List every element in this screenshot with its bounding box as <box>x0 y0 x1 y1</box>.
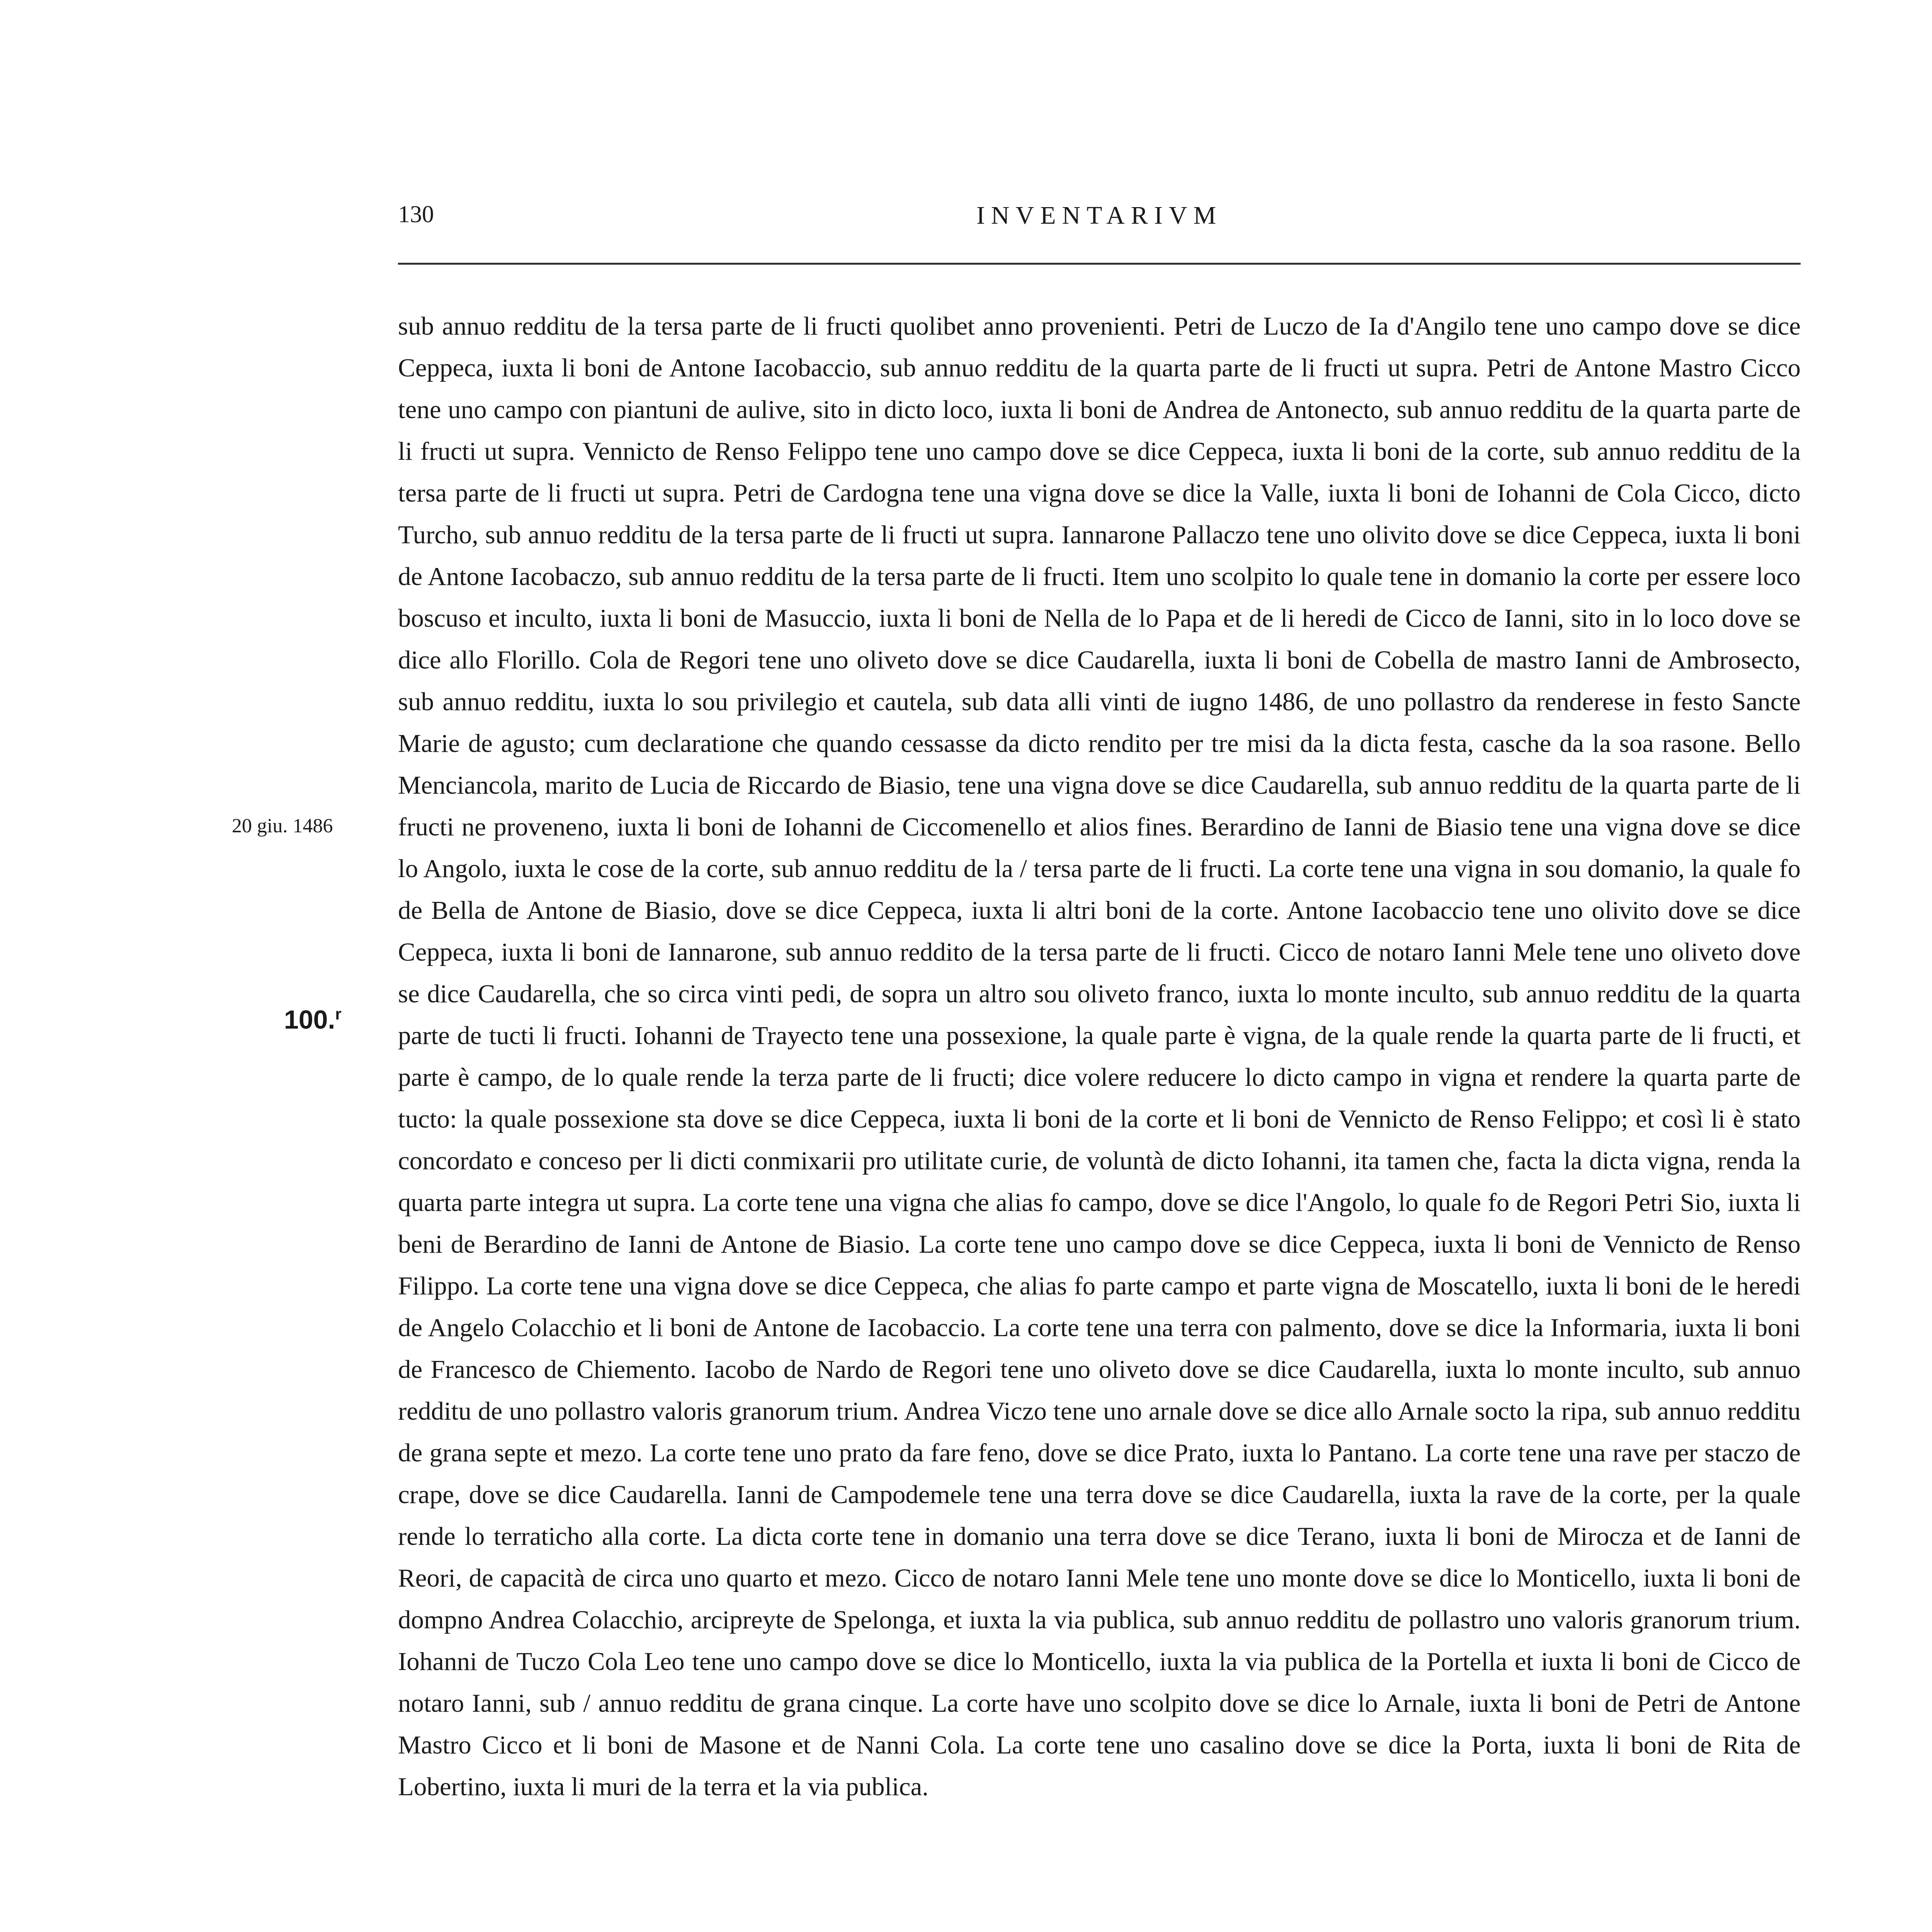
main-text-block <box>398 305 1801 1808</box>
header-divider <box>398 263 1801 265</box>
margin-date-note: 20 giu. 1486 <box>232 815 333 837</box>
margin-folio-recto <box>284 1005 342 1035</box>
running-title: INVENTARIVM <box>976 201 1223 230</box>
folio-recto-superscript: r <box>335 1005 342 1023</box>
main-paragraph: sub annuo redditu de la tersa parte de li fructi quolibet anno provenienti. Petri de Luczo de Ia d'Angilo tene uno campo dove se dice Ceppeca, iuxta li boni de Antone Iacobaccio, sub annuo redditu de la quarta parte de li fructi ut supra. Petri de Antone Mastro Cicco tene uno campo con piantuni de aulive, sito in dicto loco, iuxta li boni de Andrea de Antonecto, sub annuo redditu de la quarta parte de li fructi ut supra. Vennicto de Renso Felippo tene uno campo dove se dice Ceppeca, iuxta li boni de la corte, sub annuo redditu de la tersa parte de li fructi ut supra. Petri de Cardogna tene una vigna dove se dice la Valle, iuxta li boni de Iohanni de Cola Cicco, dicto Turcho, sub annuo redditu de la tersa parte de li fructi ut supra. Iannarone Pallaczo tene uno olivito dove se dice Ceppeca, iuxta li boni de Antone Iacobaczo, sub annuo redditu de la tersa parte de li fructi. Item uno scolpito lo quale tene in domanio la corte per essere loco boscuso et inculto, iuxta li boni de Masuccio, iuxta li boni de Nella de lo Papa et de li heredi de Cicco de Ianni, sito in lo loco dove se dice allo Florillo. Cola de Regori tene uno oliveto dove se dice Caudarella, iuxta li boni de Cobella de mastro Ianni de Ambrosecto, sub annuo redditu, iuxta lo sou privilegio et cautela, sub data alli vinti de iugno 1486, de uno pollastro da renderese in festo Sancte Marie de agusto; cum declaratione che quando cessasse da dicto rendito per tre misi da la dicta festa, casche da la soa rasone. Bello Menciancola, marito de Lucia de Riccardo de Biasio, tene una vigna dove se dice Caudarella, sub annuo redditu de la quarta parte de li fructi ne proveneno, iuxta li boni de Iohanni de Ciccomenello et alios fines. Berardino de Ianni de Biasio tene una vigna dove se dice lo Angolo, iuxta le cose de la corte, sub annuo redditu de la / tersa parte de li fructi. La corte tene una vigna in sou domanio, la quale fo de Bella de Antone de Biasio, dove se dice Ceppeca, iuxta li altri boni de la corte. Antone Iacobaccio tene uno olivito dove se dice Ceppeca, iuxta li boni de Iannarone, sub annuo reddito de la tersa parte de li fructi. Cicco de notaro Ianni Mele tene uno oliveto dove se dice Caudarella, che so circa vinti pedi, de sopra un altro sou oliveto franco, iuxta lo monte inculto, sub annuo redditu de la quarta parte de tucti li fructi. Iohanni de Trayecto tene una possexione, la quale parte è vigna, de la quale rende la quarta parte de li fructi, et parte è campo, de lo quale rende la terza parte de li fructi; dice volere reducere lo dicto campo in vigna et rendere la quarta parte de tucto: la quale possexione sta dove se dice Ceppeca, iuxta li boni de la corte et li boni de Vennicto de Renso Felippo; et così li è stato concordato e conceso per li dicti conmixarii pro utilitate curie, de voluntà de dicto Iohanni, ita tamen che, facta la dicta vigna, renda la quarta parte integra ut supra. La corte tene una vigna che alias fo campo, dove se dice l'Angolo, lo quale fo de Regori Petri Sio, iuxta li beni de Berardino de Ianni de Antone de Biasio. La corte tene uno campo dove se dice Ceppeca, iuxta li boni de Vennicto de Renso Filippo. La corte tene una vigna dove se dice Ceppeca, che alias fo parte campo et parte vigna de Moscatello, iuxta li boni de le heredi de Angelo Colacchio et li boni de Antone de Iacobaccio. La corte tene una terra con palmento, dove se dice la Informaria, iuxta li boni de Francesco de Chiemento. Iacobo de Nardo de Regori tene uno oliveto dove se dice Caudarella, iuxta lo monte inculto, sub annuo redditu de uno pollastro valoris granorum trium. Andrea Viczo tene uno arnale dove se dice allo Arnale socto la ripa, sub annuo redditu de grana septe et mezo. La corte tene uno prato da fare feno, dove se dice Prato, iuxta lo Pantano. La corte tene una rave per staczo de crape, dove se dice Caudarella. Ianni de Campodemele tene una terra dove se dice Caudarella, iuxta la rave de la corte, per la quale rende lo terraticho alla corte. La dicta corte tene in domanio una terra dove se dice Terano, iuxta li boni de Mirocza et de Ianni de Reori, de capacità de circa uno quarto et mezo. Cicco de notaro Ianni Mele tene uno monte dove se dice lo Monticello, iuxta li boni de dompno Andrea Colacchio, arcipreyte de Spelonga, et iuxta la via publica, sub annuo redditu de pollastro uno valoris granorum trium. Iohanni de Tuczo Cola Leo tene uno campo dove se dice lo Monticello, iuxta la via publica de la Portella et iuxta li boni de Cicco de notaro Ianni, sub / annuo redditu de grana cinque. La corte have uno scolpito dove se dice lo Arnale, iuxta li boni de Petri de Antone Mastro Cicco et li boni de Masone et de Nanni Cola. La corte tene uno casalino dove se dice la Porta, iuxta li boni de Rita de Lobertino, iuxta li muri de la terra et la via publica. <box>398 312 1801 1801</box>
page-number: 130 <box>398 201 434 228</box>
page-header <box>398 201 1801 232</box>
folio-recto-number: 100. <box>284 1005 335 1034</box>
